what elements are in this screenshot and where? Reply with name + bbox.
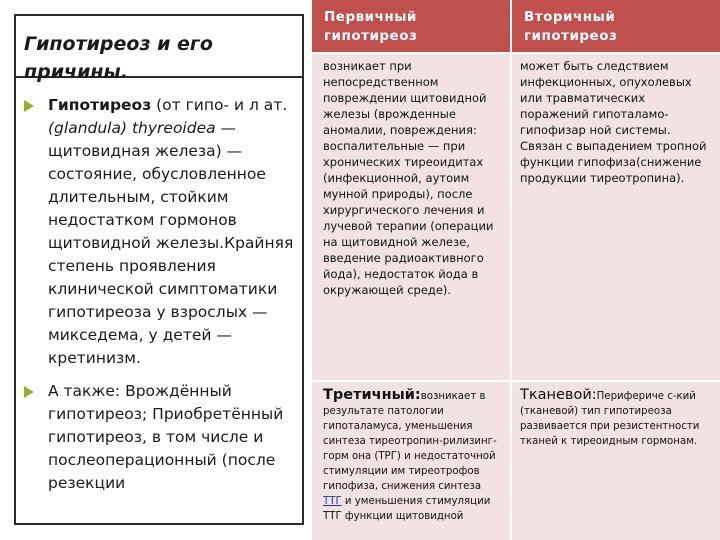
- tertiary-text: возникает в результате патологии гипоталамуса, уменьшения синтеза тиреотропин-рилизинг-горм она (ТРГ) и недостаточной стимуляции им тиреотрофов гипофиза, снижения синтеза: [323, 391, 497, 492]
- bullet-definition: [22, 94, 300, 370]
- definition-content: [22, 94, 300, 505]
- title-box: [14, 14, 304, 83]
- cell-primary: возникает при непосредственном повреждении щитовидной железы (врожденные аномалии, повреждения: воспалительные — при хронических тиреоидитах (инфекционной, аутоим мунной природы), после хирургического лечения и лучевой терапии (операции на щитовидной железе, введение радиоактивного йода), недостаток йода в окружающей среде).: [312, 54, 510, 380]
- etymology-text: (от гипо- и л ат.: [151, 96, 288, 114]
- term-hypothyroidism: Гипотиреоз: [48, 96, 152, 114]
- bullet-arrow-icon: [24, 100, 34, 112]
- classification-table: [310, 0, 720, 540]
- latin-term: (glandula) thyreoidea: [48, 119, 216, 137]
- header-secondary: Вторичный гипотиреоз: [512, 0, 720, 52]
- tertiary-text-end: и уменьшения стимуляции ТТГ функции щитовидной: [323, 496, 491, 522]
- definition-text: — щитовидная железа) — состояние, обусловленное длительным, стойким недостатком гормонов щитовидной железы.Крайняя степень проявления клинической симптоматики гипотиреоза у взрослых — микседема, у детей —кретинизм.: [48, 119, 294, 367]
- page-title: Гипотиреоз и его причины.: [24, 33, 213, 83]
- cell-secondary: может быть следствием инфекционных, опухолевых или травматических поражений гипоталамо-гипофизар ной системы. Связан с выпадением тропной функции гипофиза(снижение продукции тиреотропина).: [512, 54, 720, 380]
- tertiary-label: Третичный:: [323, 387, 421, 403]
- tissue-text: Перифериче с-кий (тканевой) тип гипотиреоза развивается при резистентности тканей к тиреоидным гормонам.: [520, 391, 700, 447]
- tissue-label: Тканевой:: [520, 387, 597, 403]
- bullet-types: [22, 380, 300, 495]
- cell-tissue: [512, 382, 720, 540]
- tsh-link[interactable]: ТТГ: [323, 496, 342, 507]
- bullet-arrow-icon: [24, 386, 34, 398]
- types-text: А также: Врождённый гипотиреоз; Приобретённый гипотиреоз, в том числе и послеоперационный (после резекции: [48, 382, 284, 492]
- header-primary: Первичный гипотиреоз: [312, 0, 510, 52]
- cell-tertiary: [312, 382, 510, 540]
